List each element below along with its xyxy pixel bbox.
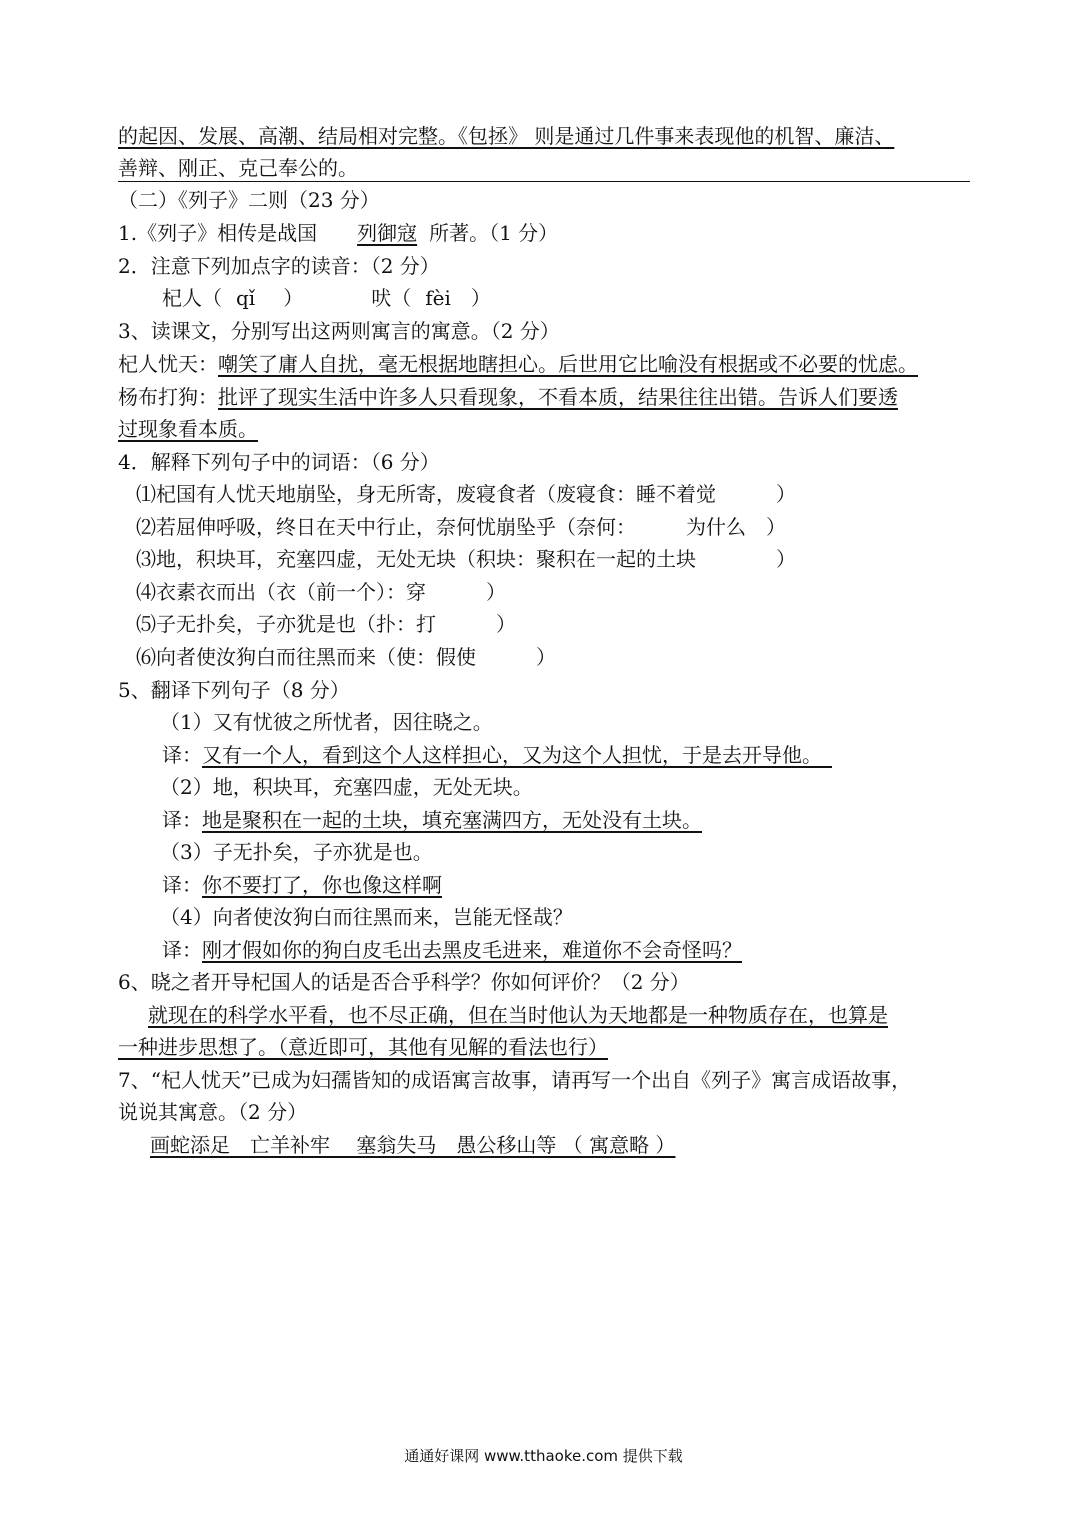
q5-translation: 译：刚才假如你的狗白皮毛出去黑皮毛进来，难道你不会奇怪吗？ [162, 938, 742, 962]
q4-item: ⑵若屈伸呼吸，终日在天中行止，奈何忧崩坠乎（奈何： 为什么 ） [136, 515, 786, 539]
question-3-title: 3、读课文，分别写出这两则寓言的寓意。（2 分） [118, 319, 560, 343]
question-4-title: 4．解释下列句子中的词语：（6 分） [118, 450, 440, 474]
intro-line-2: 善辩、刚正、克己奉公的。 [118, 154, 970, 182]
q1-answer: 列御寇 [357, 221, 418, 245]
q5-translation: 译：地是聚积在一起的土块，填充塞满四方，无处没有土块。 [162, 808, 702, 832]
q5-sentence: （1）又有忧彼之所忧者，因往晓之。 [160, 710, 493, 734]
question-2-title: 2．注意下列加点字的读音：（2 分） [118, 254, 440, 278]
question-6-answer-cont: 一种进步思想了。（意近即可，其他有见解的看法也行） [118, 1035, 608, 1059]
question-7-title-cont: 说说其寓意。（2 分） [118, 1100, 308, 1124]
question-2-items: 杞人（ qǐ ） 吠（ fèi ） [162, 286, 491, 310]
question-5-title: 5、翻译下列句子（8 分） [118, 678, 350, 702]
q4-item: ⑷衣素衣而出（衣（前一个）：穿 ） [136, 580, 506, 604]
footer-credit: 通通好课网 www.tthaoke.com 提供下载 [404, 1447, 683, 1465]
q4-item: ⑴杞国有人忧天地崩坠，身无所寄，废寝食者（废寝食：睡不着觉 ） [136, 482, 796, 506]
q5-sentence: （3）子无扑矣，子亦犹是也。 [160, 840, 433, 864]
question-7-answer: 画蛇添足 亡羊补牢 塞翁失马 愚公移山等 （ 寓意略 ） [150, 1133, 676, 1157]
q4-item: ⑸子无扑矣，子亦犹是也（扑：打 ） [136, 612, 516, 636]
question-6-answer: 就现在的科学水平看，也不尽正确，但在当时他认为天地都是一种物质存在，也算是 [148, 1003, 888, 1027]
question-3-answer-b-cont: 过现象看本质。 [118, 417, 258, 441]
q5-translation: 译：你不要打了，你也像这样啊 [162, 873, 442, 897]
question-7-title: 7、“杞人忧天”已成为妇孺皆知的成语寓言故事，请再写一个出自《列子》寓言成语故事， [118, 1068, 912, 1092]
section-title: （二）《列子》二则（23 分） [118, 188, 380, 212]
q4-item: ⑹向者使汝狗白而往黑而来（使：假使 ） [136, 645, 556, 669]
intro-line-1: 的起因、发展、高潮、结局相对完整。《包拯》 则是通过几件事来表现他的机智、廉洁、 [118, 124, 895, 148]
question-3-answer-b: 杨布打狗：批评了现实生活中许多人只看现象，不看本质，结果往往出错。告诉人们要透 [118, 385, 898, 409]
q5-sentence: （2）地，积块耳，充塞四虚，无处无块。 [160, 775, 533, 799]
question-1: 1.《列子》相传是战国 列御寇 所著。（1 分） [118, 221, 559, 245]
question-3-answer-a: 杞人忧天：嘲笑了庸人自扰，毫无根据地瞎担心。后世用它比喻没有根据或不必要的忧虑。 [118, 352, 918, 376]
q4-item: ⑶地，积块耳，充塞四虚，无处无块（积块：聚积在一起的土块 ） [136, 547, 796, 571]
q5-sentence: （4）向者使汝狗白而往黑而来，岂能无怪哉？ [160, 905, 573, 929]
q5-translation: 译：又有一个人，看到这个人这样担心，又为这个人担忧，于是去开导他。 [162, 743, 812, 767]
question-6-title: 6、晓之者开导杞国人的话是否合乎科学？你如何评价？（2 分） [118, 970, 690, 994]
